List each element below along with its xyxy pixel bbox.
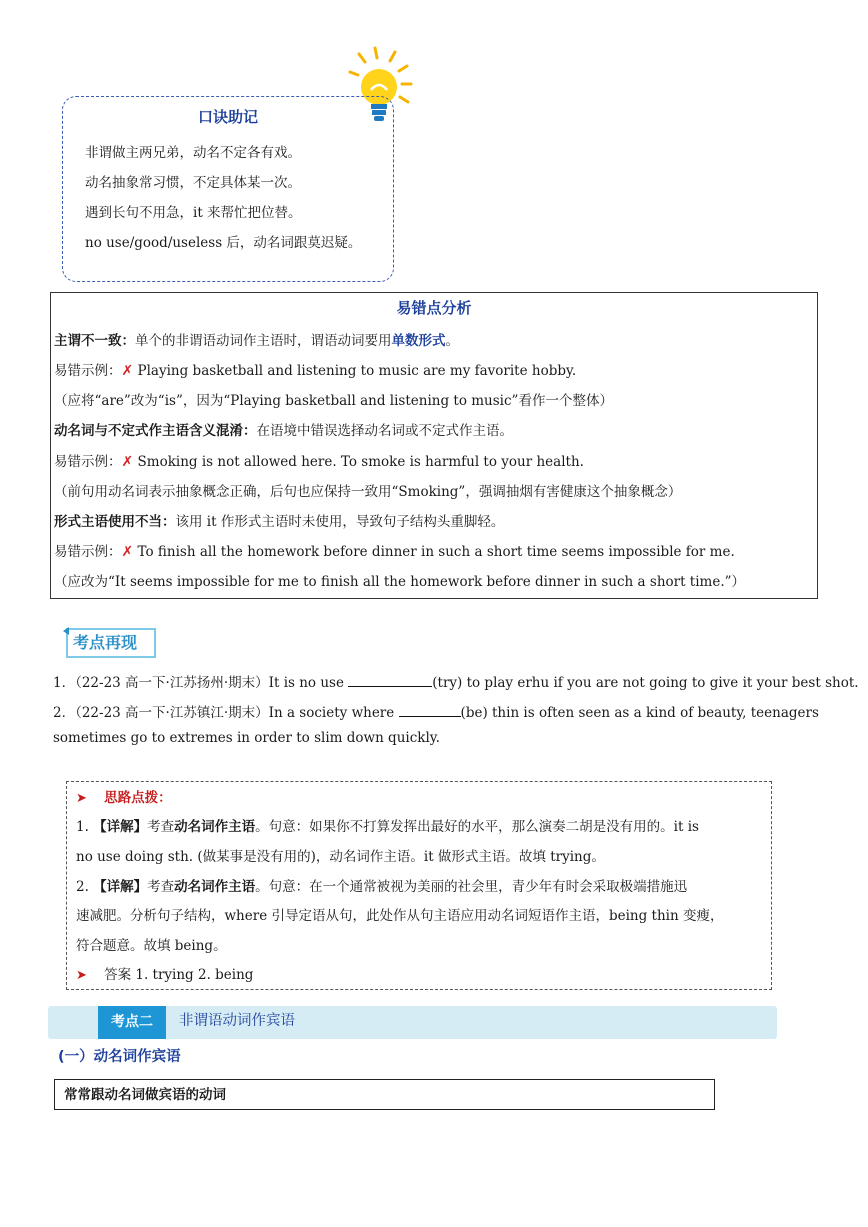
question-2-continuation: sometimes go to extremes in order to slim down quickly.: [53, 730, 440, 746]
detail-text: 考查: [147, 879, 175, 895]
hint-detail-line: 速减肥。分析句子结构，where 引导定语从句，此处作从句主语应用动名词短语作主语，being thin 变瘦，: [76, 908, 724, 924]
question-1: [53, 671, 859, 691]
analysis-title: 易错点分析: [396, 299, 472, 317]
analysis-example: [54, 540, 735, 560]
example-text: Playing basketball and listening to music are my favorite hobby.: [137, 363, 577, 379]
hint-detail-line: no use doing sth. (做某事是没有用的)，动名词作主语。it 做形式主语。故填 trying。: [76, 849, 605, 865]
cross-icon: ✗: [121, 363, 134, 379]
analysis-point: [54, 329, 459, 349]
sub-heading: (一）动名词作宾语: [58, 1049, 181, 1065]
point-text: 在语境中错误选择动名词或不定式作主语。: [256, 423, 513, 439]
question-text: (try) to play erhu if you are not going to give it your best shot.: [432, 675, 859, 691]
question-number: 1．: [53, 675, 76, 691]
detail-topic: 动名词作主语: [174, 879, 256, 895]
cross-icon: ✗: [121, 544, 134, 560]
mnemonic-line: 非谓做主两兄弟，动名不定各有戏。: [85, 145, 301, 161]
question-source: （22-23 高一下·江苏镇江·期末）: [75, 705, 269, 721]
question-source: （22-23 高一下·江苏扬州·期末）: [75, 675, 269, 691]
answer-blank[interactable]: [348, 674, 432, 687]
kaodian-tag: [63, 627, 159, 659]
section-title: 非谓语动词作宾语: [179, 1013, 295, 1029]
detail-tag: 【详解】: [93, 819, 148, 835]
point-label: 形式主语使用不当：: [54, 514, 176, 530]
example-label: 易错示例：: [54, 544, 122, 560]
point-label: 主谓不一致：: [54, 333, 135, 349]
point-text: 单个的非谓语动词作主语时，谓语动词要用: [135, 333, 392, 349]
hint-heading: [76, 786, 172, 806]
hint-detail-line: [76, 815, 699, 835]
analysis-point: [54, 419, 513, 439]
detail-number: 1.: [76, 819, 94, 835]
analysis-example: [54, 450, 584, 470]
example-label: 易错示例：: [54, 363, 122, 379]
section-header-bar: [48, 1006, 777, 1039]
example-text: Smoking is not allowed here. To smoke is harmful to your health.: [137, 454, 584, 470]
hint-title: 思路点拨：: [104, 790, 172, 806]
mnemonic-line: 遇到长句不用急，it 来帮忙把位替。: [85, 205, 302, 221]
hint-box: [66, 781, 772, 990]
mnemonic-title: 口诀助记: [197, 108, 258, 126]
verb-table-header: [54, 1079, 715, 1110]
question-number: 2．: [53, 705, 76, 721]
kaodian-tag-label: 考点再现: [73, 633, 138, 652]
point-label: 动名词与不定式作主语含义混淆：: [54, 423, 257, 439]
analysis-example: [54, 359, 576, 379]
analysis-note: （应将“are”改为“is”，因为“Playing basketball and listening to music”看作一个整体）: [54, 393, 613, 409]
hint-detail-line: 符合题意。故填 being。: [76, 938, 227, 954]
point-end: 。: [445, 333, 459, 349]
example-text: To finish all the homework before dinner in such a short time seems impossible for me.: [137, 544, 735, 560]
detail-text: 。句意：在一个通常被视为美丽的社会里，青少年有时会采取极端措施迅: [255, 879, 688, 895]
analysis-point: [54, 510, 504, 530]
arrow-bullet-icon: ➤: [76, 791, 87, 806]
error-analysis-box: [50, 292, 818, 599]
detail-tag: 【详解】: [93, 879, 148, 895]
question-text: In a society where: [268, 705, 399, 721]
detail-topic: 动名词作主语: [174, 819, 256, 835]
point-emphasis: 单数形式: [391, 333, 446, 349]
hint-detail-line: [76, 875, 687, 895]
hint-answer: [76, 963, 253, 983]
analysis-note: （前句用动名词表示抽象概念正确，后句也应保持一致用“Smoking”，强调抽烟有害健康这个抽象概念）: [54, 484, 682, 500]
detail-number: 2.: [76, 879, 94, 895]
arrow-bullet-icon: ➤: [76, 968, 87, 983]
point-text: 该用 it 作形式主语时未使用，导致句子结构头重脚轻。: [175, 514, 505, 530]
example-label: 易错示例：: [54, 454, 122, 470]
analysis-note: （应改为“It seems impossible for me to finish all the homework before dinner in such a short time.”）: [54, 574, 746, 590]
question-text: It is no use: [268, 675, 349, 691]
answer-text: 答案 1. trying 2. being: [104, 967, 254, 983]
mnemonic-line: no use/good/useless 后，动名词跟莫迟疑。: [85, 235, 362, 251]
verb-table-label: 常常跟动名词做宾语的动词: [64, 1087, 226, 1103]
answer-blank[interactable]: [399, 704, 461, 717]
question-text: (be) thin is often seen as a kind of beauty, teenagers: [460, 705, 819, 721]
detail-text: 。句意：如果你不打算发挥出最好的水平，那么演奏二胡是没有用的。it is: [255, 819, 699, 835]
cross-icon: ✗: [121, 454, 134, 470]
mnemonic-box: [62, 96, 394, 282]
detail-text: 考查: [147, 819, 175, 835]
section-badge: 考点二: [98, 1006, 166, 1039]
question-2: [53, 701, 819, 721]
mnemonic-line: 动名抽象常习惯，不定具体某一次。: [85, 175, 301, 191]
